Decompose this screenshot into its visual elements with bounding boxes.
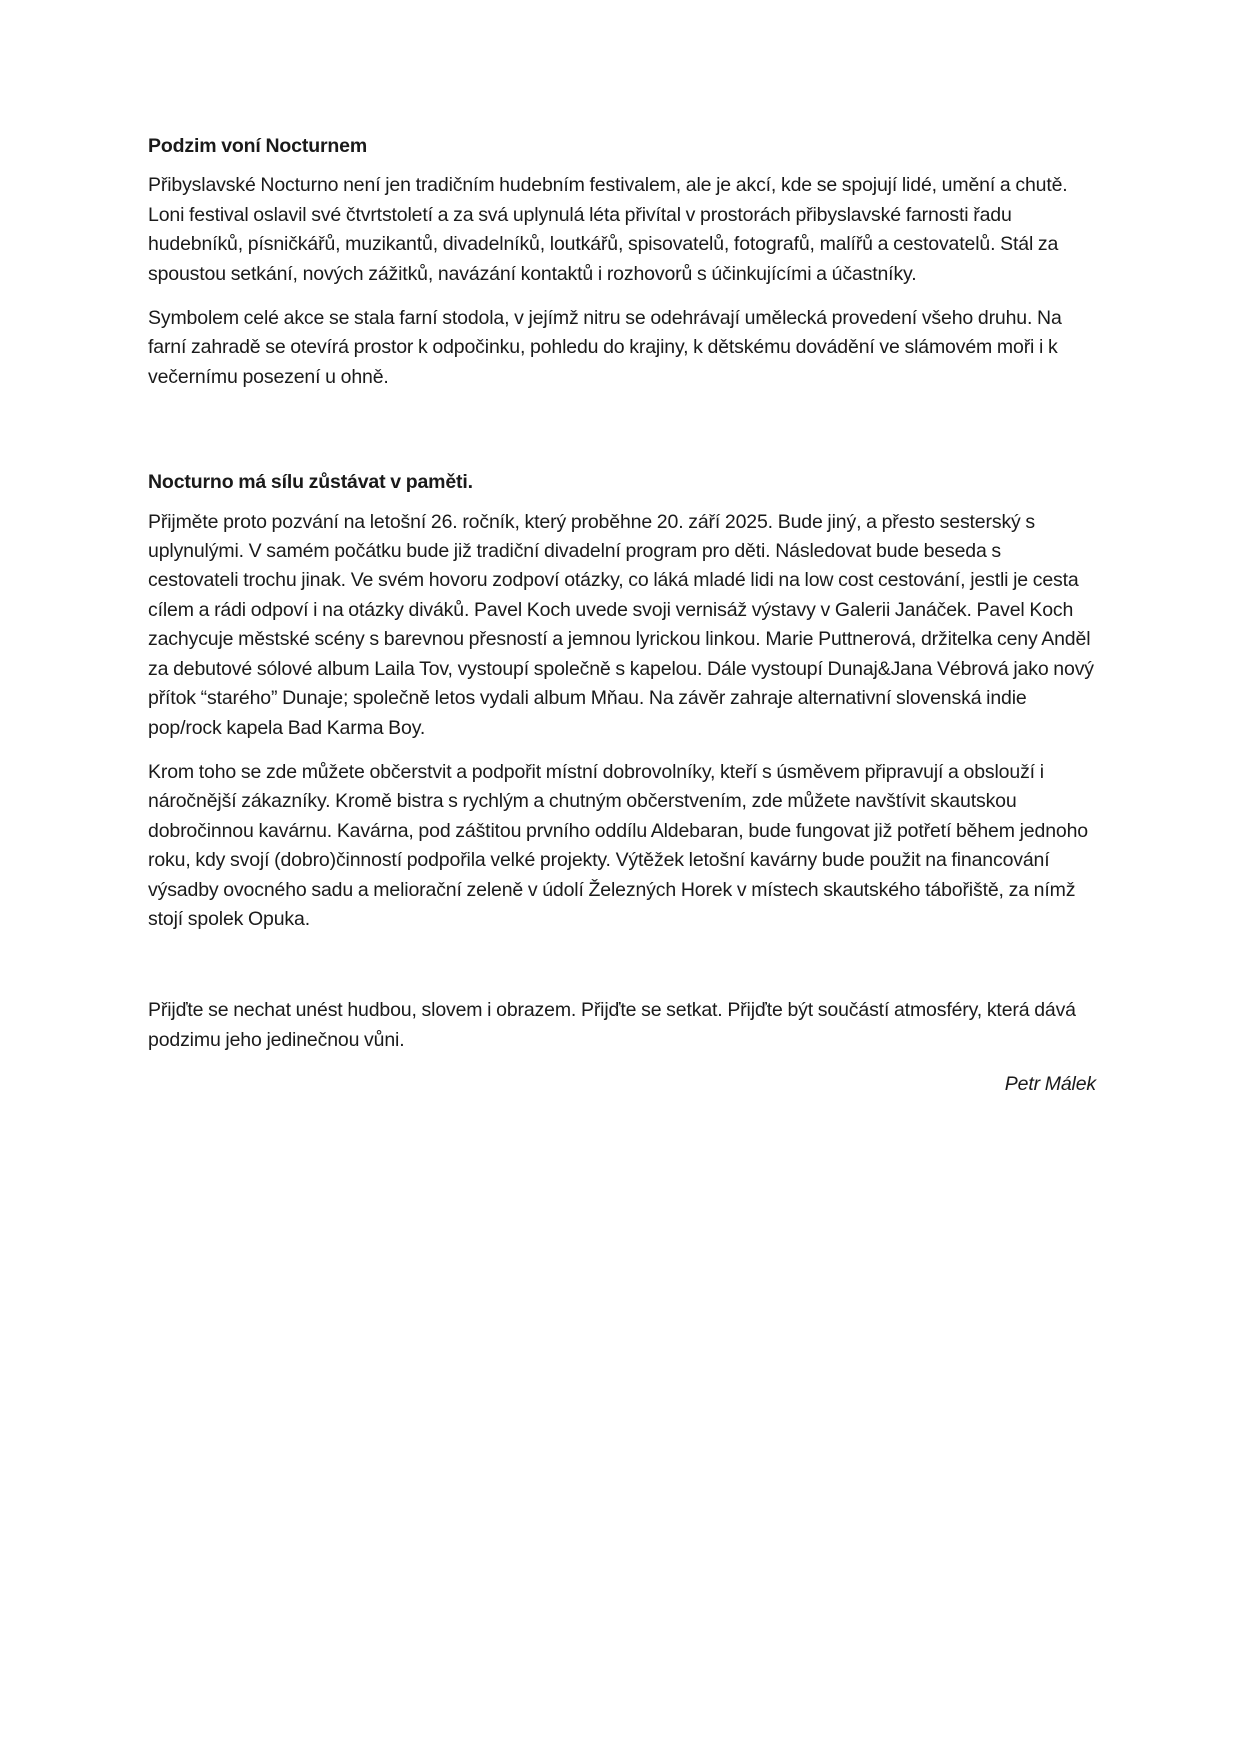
closing-spacer	[148, 949, 1096, 996]
intro-paragraph-2: Symbolem celé akce se stala farní stodola, v jejímž nitru se odehrávají umělecká provedení všeho druhu. Na farní zahradě se otevírá prostor k odpočinku, pohledu do krajiny, k dětskému dovádění ve slámovém moři i k večernímu posezení u ohně.	[148, 307, 1062, 388]
program-paragraph: Přijměte proto pozvání na letošní 26. ročník, který proběhne 20. září 2025. Bude jiný, a přesto sesterský s uplynulými. V samém počátku bude již tradiční divadelní program pro děti. Následovat bude beseda s cestovateli trochu jinak. Ve svém hovoru zodpoví otázky, co láká mladé lidi na low cost cestování, jestli je cesta cílem a rádi odpoví i na otázky diváků. Pavel Koch uvede svoji vernisáž výstavy v Galerii Janáček. Pavel Koch zachycuje městské scény s barevnou přesností a jemnou lyrickou linkou. Marie Puttnerová, držitelka ceny Anděl za debutové sólové album Laila Tov, vystoupí společně s kapelou. Dále vystoupí Dunaj&Jana Vébrová jako nový přítok “starého” Dunaje; společně letos vydali album Mňau. Na závěr zahraje alternativní slovenská indie pop/rock kapela Bad Karma Boy.	[148, 510, 1094, 739]
section-heading: Nocturno má sílu zůstávat v paměti.	[148, 471, 473, 494]
intro-paragraph-1: Přibyslavské Nocturno není jen tradičním hudebním festivalem, ale je akcí, kde se spojují lidé, umění a chutě. Loni festival oslavil své čtvrtstoletí a za svá uplynulá léta přivítal v prostorách přibyslavské farnosti řadu hudebníků, písničkářů, muzikantů, divadelníků, loutkářů, spisovatelů, fotografů, malířů a cestovatelů. Stál za spoustou setkání, nových zážitků, navázání kontaktů i rozhovorů s účinkujícími a účastníky.	[148, 174, 1068, 285]
author-signature: Petr Málek	[1004, 1073, 1096, 1096]
article-title: Podzim voní Nocturnem	[148, 135, 368, 157]
closing-paragraph: Přijďte se nechat unést hudbou, slovem i obrazem. Přijďte se setkat. Přijďte být součástí atmosféry, která dává podzimu jeho jedinečnou vůni.	[148, 999, 1076, 1051]
cafe-paragraph: Krom toho se zde můžete občerstvit a podpořit místní dobrovolníky, kteří s úsměvem připravují a obslouží i náročnější zákazníky. Kromě bistra s rychlým a chutným občerstvením, zde můžete navštívit skautskou dobročinnou kavárnu. Kavárna, pod záštitou prvního oddílu Aldebaran, bude fungovat již potřetí během jednoho roku, kdy svojí (dobro)činností podpořila velké projekty. Výtěžek letošní kavárny bude použit na financování výsadby ovocného sadu a meliorační zeleně v údolí Železných Horek v místech skautského tábořiště, za nímž stojí spolek Opuka.	[148, 760, 1088, 930]
document-page	[148, 132, 1096, 1100]
section-spacer	[148, 407, 1096, 452]
